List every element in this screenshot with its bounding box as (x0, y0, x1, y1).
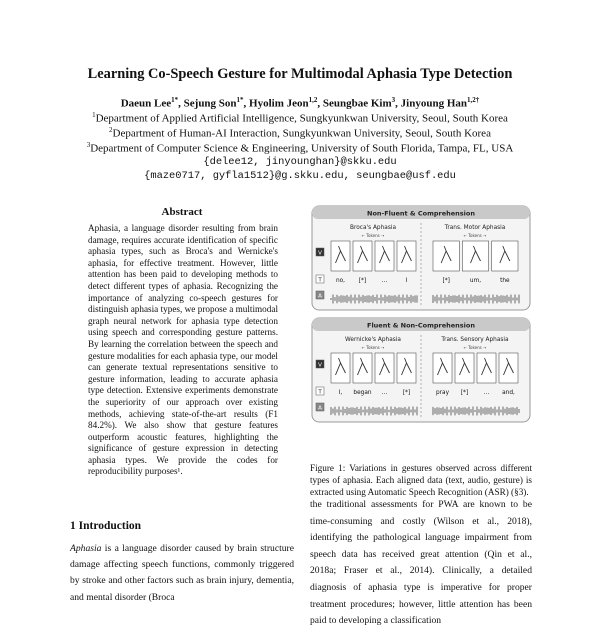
tokens-label: ← Tokens → (463, 345, 487, 350)
author-name: Jinyoung Han (400, 97, 467, 110)
gesture-frame (433, 353, 452, 383)
figure-1 (311, 205, 531, 455)
row-label: A (318, 405, 322, 412)
author-list: Daeun Lee$^{1*}$, Sejung Son$^{1*}$, Hyolim Jeon$^{1,2}$, Seungbae Kim$^3$, Jinyoung Han$^{1,2\dagger}$ (120, 96, 480, 110)
gesture-frame (397, 241, 416, 271)
gesture-frame (331, 353, 350, 383)
gesture-frame (433, 241, 459, 271)
author-affil-mark: 1,2 (308, 96, 318, 104)
intro-body: is a language disorder caused by brain structure damage affecting speech functions, commonly triggered by stroke and other factors such as brain injury, dementia, and mental disorder (Broca (70, 543, 294, 603)
token-text: um, (469, 278, 482, 284)
panel-header: Fluent & Non-Comprehension (367, 321, 475, 330)
gesture-frame (477, 353, 496, 383)
affiliation-line: $^2$Department of Human-AI Interaction, Sungkyunkwan University, Seoul, South Korea (109, 126, 491, 140)
affiliation-line: $^3$Department of Computer Science & Engineering, University of South Florida, Tampa, FL, USA (86, 141, 514, 155)
author-affil-mark: 1* (171, 96, 179, 104)
gesture-frame (375, 241, 394, 271)
right-column-text: the traditional assessments for PWA are known to be time-consuming and costly (Wilson et al., 2018), identifying the pathological language impairment from speech data has received great attention (Qin et al., 2018a; Fraser et al., 2014). Clinically, a detailed diagnosis of aphasia type is imperative for proper treatment procedures; however, little attention has been paid to developing a classification (310, 499, 532, 627)
tokens-label: ← Tokens → (361, 345, 385, 350)
abstract-text: Aphasia, a language disorder resulting from brain damage, requires accurate identification of specific aphasia types, such as Broca's and Wernicke's aphasia, for effective treatment. However, little attention has been paid to developing methods to detect different types of aphasia. Recognizing the importance of analyzing co-speech gestures for distinguish aphasia types, we propose a multimodal graph neural network for aphasia type detection using speech and corresponding gesture patterns. By learning the correlation between the speech and gesture modalities for each aphasia type, our model can generate textual representations sensitive to gesture information, leading to accurate aphasia type detection. Extensive experiments demonstrate the superiority of our approach over existing methods, achieving state-of-the-art results (F1 84.2%). We also show that gesture features outperform acoustic features, highlighting the significance of gesture expression in detecting aphasia types. We provide the codes for reproducibility purposes¹. (88, 223, 278, 477)
author-affil-mark: 3 (391, 96, 396, 104)
row-label: T (318, 389, 322, 396)
token-text: [*] (442, 278, 450, 284)
intro-lead-term: Aphasia (70, 543, 102, 554)
email-line-2: {maze0717, gyfla1512}@g.skku.edu, seungbae@usf.edu (144, 170, 456, 182)
author-name: Seungbae Kim (322, 97, 392, 110)
panel-header: Non-Fluent & Comprehension (367, 209, 475, 218)
introduction-heading: 1 Introduction (70, 520, 142, 532)
token-text: ... (381, 278, 388, 284)
gesture-frame (492, 241, 518, 271)
affiliation-mark: 1 (92, 111, 96, 119)
author-name: Hyolim Jeon (249, 97, 309, 110)
subpanel-title: Broca's Aphasia (349, 225, 397, 231)
figure-caption: Figure 1: Variations in gestures observed across different types of aphasia. Each aligned data (text, audio, gesture) is extracted using Automatic Speech Recognition (ASR) (§3). (310, 463, 532, 497)
token-text: [*] (460, 390, 469, 396)
gesture-frame (353, 241, 372, 271)
affiliation-mark: 2 (109, 126, 113, 134)
author-name: Daeun Lee (120, 97, 172, 110)
gesture-frame (455, 353, 474, 383)
author-affil-mark: 1* (236, 96, 244, 104)
author-name: Sejung Son (183, 97, 237, 110)
email-line-1: {delee12, jinyounghan}@skku.edu (203, 156, 397, 168)
token-text: I (405, 278, 408, 284)
row-label: T (318, 277, 322, 284)
paper-title: Learning Co-Speech Gesture for Multimodal Aphasia Type Detection (87, 66, 513, 82)
token-text: ... (381, 390, 388, 396)
token-text: and, (502, 390, 515, 396)
affiliation-line: $^1$Department of Applied Artificial Intelligence, Sungkyunkwan University, Seoul, South Korea (92, 111, 508, 125)
gesture-frame (462, 241, 488, 271)
token-text: pray (435, 390, 450, 396)
subpanel-title: Trans. Sensory Aphasia (441, 337, 509, 343)
subpanel-title: Trans. Motor Aphasia (444, 225, 506, 231)
subpanel-title: Wernicke's Aphasia (345, 337, 401, 343)
affiliation-mark: 3 (86, 141, 91, 149)
token-text: the (500, 278, 510, 284)
row-label: V (318, 250, 322, 257)
abstract-heading: Abstract (161, 206, 203, 218)
token-text: ... (483, 390, 490, 396)
row-label: V (318, 362, 322, 369)
gesture-frame (353, 353, 372, 383)
introduction-text (70, 541, 294, 606)
row-label: A (318, 293, 322, 300)
tokens-label: ← Tokens → (361, 233, 385, 238)
token-text: no, (335, 278, 346, 284)
gesture-frame (499, 353, 518, 383)
tokens-label: ← Tokens → (463, 233, 487, 238)
token-text: I, (338, 390, 343, 396)
token-text: began (353, 390, 372, 396)
author-affil-mark: 1,2† (467, 96, 480, 104)
gesture-frame (397, 353, 416, 383)
gesture-frame (375, 353, 394, 383)
token-text: [*] (358, 278, 367, 284)
gesture-frame (331, 241, 350, 271)
token-text: [*] (402, 390, 411, 396)
